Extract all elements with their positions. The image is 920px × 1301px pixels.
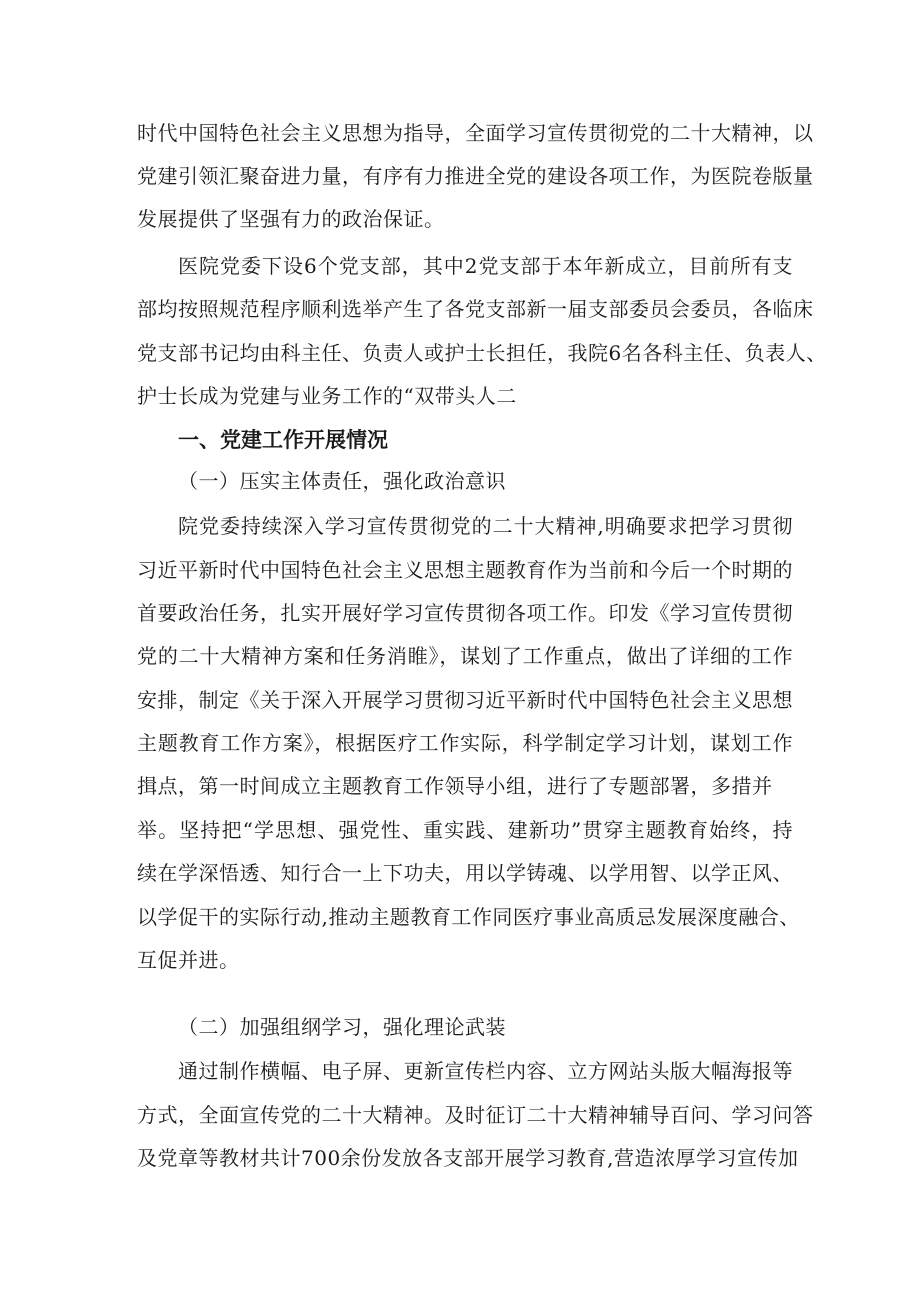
intro-line-2: 党建引领汇聚奋进力量，有序有力推进全党的建设各项工作，为医院卷版量 [137,164,814,188]
intro-line-3: 发展提供了坚强有力的政治保证。 [137,207,445,231]
para1-line-7: 揖点，第一时间成立主题教育工作领导小组，进行了专题部署，多措并 [137,774,773,798]
branches-line-4: 护士长成为党建与业务工作的“双带头人二 [137,384,517,408]
subsection-2-title: （二）加强组纲学习，强化理论武装 [178,1015,506,1039]
para1-line-11: 互促并进。 [137,948,240,972]
para1-line-4: 党的二十大精神方案和任务消睢》，谋划了工作重点，做出了详细的工作 [137,644,793,668]
para2-line-2: 方式，全面宣传党的二十大精神。及时征订二十大精神辅导百问、学习问答 [137,1103,814,1127]
branches-line-1: 医院党委下设6个党支部，其中2党支部于本年新成立，目前所有支 [178,254,793,278]
para1-line-3: 首要政治任务，扎实开展好学习宣传贯彻各项工作。印发《学习宣传贯彻 [137,601,793,625]
branches-line-2: 部均按照规范程序顺利选举产生了各党支部新一届支部委员会委员，各临床 [137,297,814,321]
para1-line-8: 举。坚持把“学思想、强党性、重实践、建新功”贯穿主题教育始终，持 [137,818,793,842]
section-heading: 一、党建工作开展情况 [178,428,388,452]
para2-line-3: 及党章等教材共计700余份发放各支部开展学习教育,营造浓厚学习宣传加 [137,1146,799,1170]
para1-line-2: 习近平新时代中国特色社会主义思想主题教育作为当前和今后一个时期的 [137,558,793,582]
intro-line-1: 时代中国特色社会主义思想为指导，全面学习宣传贯彻党的二十大精神，以 [137,121,814,145]
para1-line-1: 院党委持续深入学习宣传贯彻党的二十大精神,明确要求把学习贯彻 [178,514,793,538]
para1-line-9: 续在学深悟透、知行合一上下功夫，用以学铸魂、以学用智、以学正风、 [137,861,793,885]
para1-line-5: 安排，制定《关于深入开展学习贯彻习近平新时代中国特色社会主义思想 [137,688,793,712]
para1-line-6: 主题教育工作方案》，根据医疗工作实际，科学制定学习计划，谋划工作 [137,731,793,755]
para2-line-1: 通过制作横幅、电子屏、更新宣传栏内容、立方网站头版大幅海报等 [178,1059,793,1083]
para1-line-10: 以学促干的实际行动,推动主题教育工作同医疗事业高质忌发展深度融合、 [137,905,800,929]
subsection-1-title: （一）压实主体责任，强化政治意识 [178,469,506,493]
branches-line-3: 党支部书记均由科主任、负责人或护士长担任，我院6名各科主任、负表人、 [137,341,827,365]
